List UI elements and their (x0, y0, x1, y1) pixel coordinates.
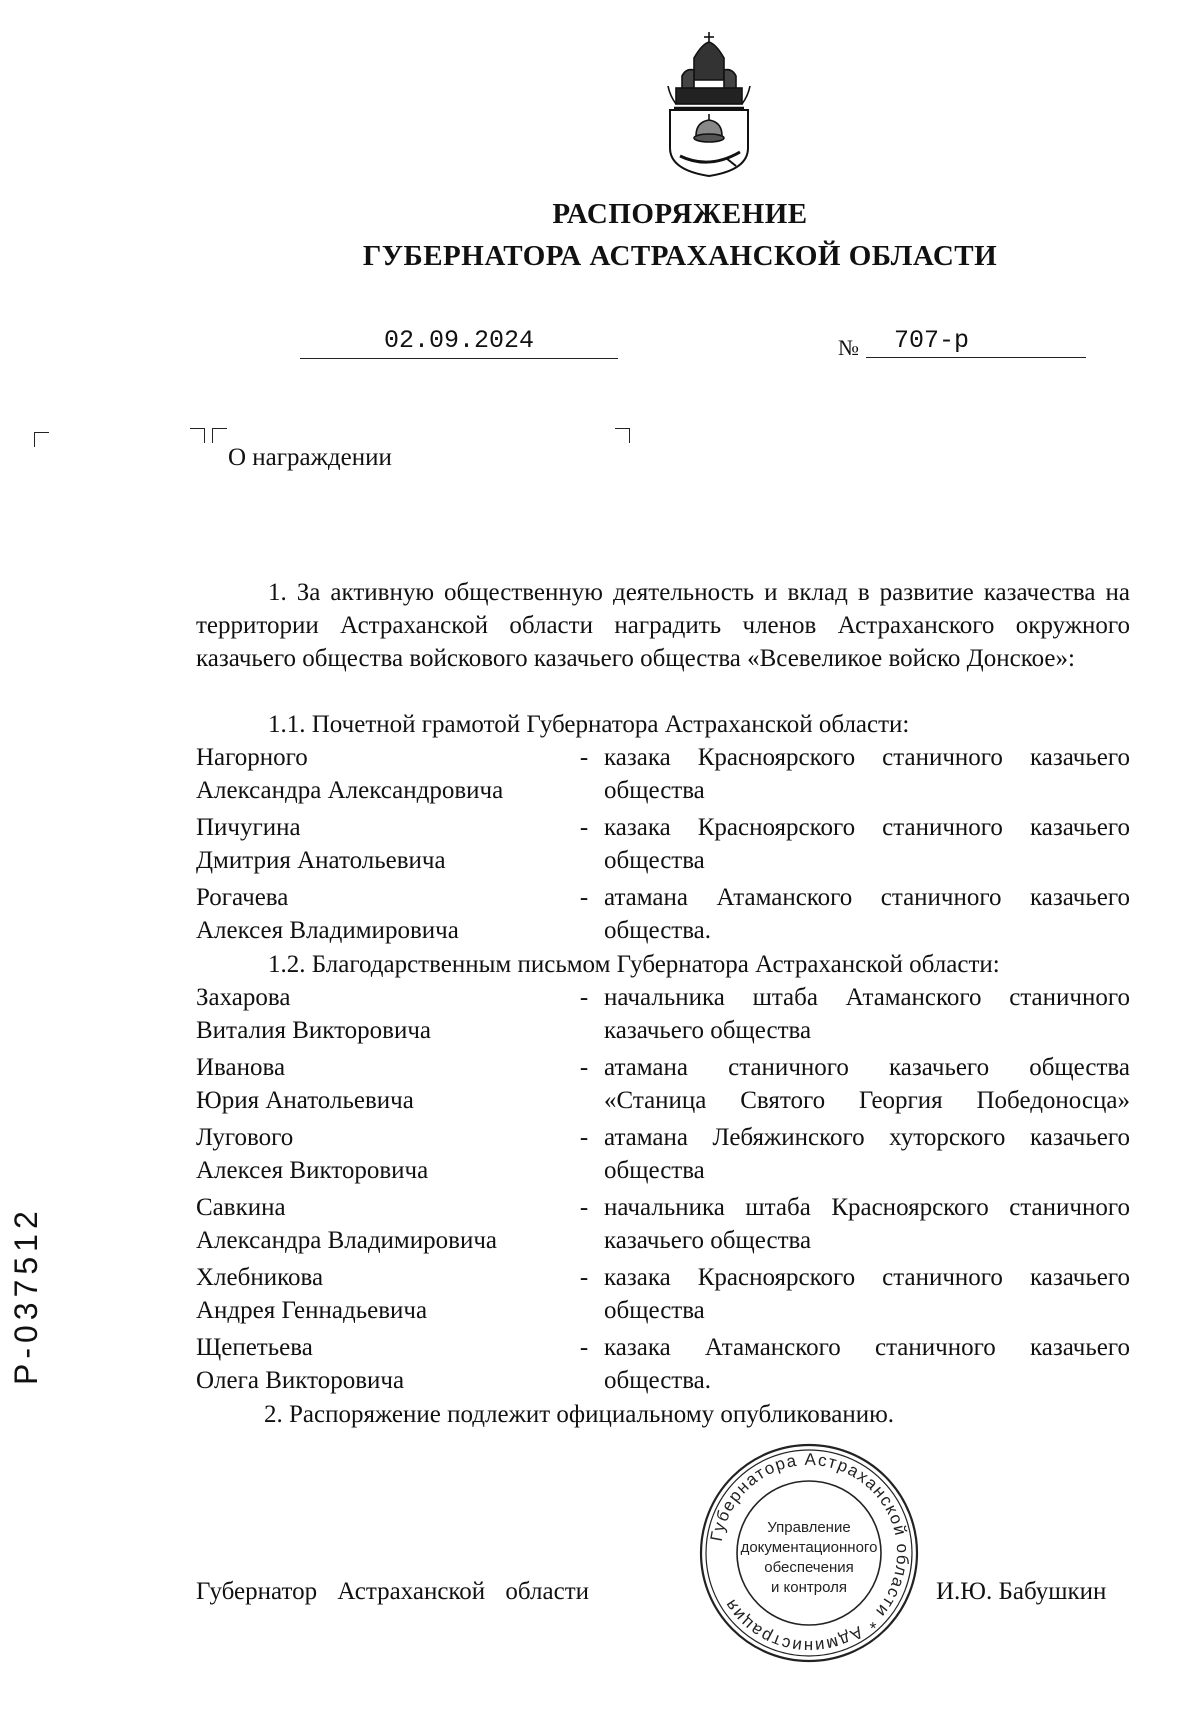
given-names: Алексея Викторовича (196, 1157, 429, 1184)
dash-separator: - (579, 984, 589, 1011)
stamp-inner-line3: обеспечения (764, 1559, 854, 1576)
official-stamp (698, 1442, 920, 1664)
document-title-line1: РАСПОРЯЖЕНИЕ (552, 198, 808, 230)
role-description: казака Красноярского станичного казачьего общества (604, 814, 1130, 874)
document-subject: О награждении (228, 444, 392, 471)
given-names: Алексея Владимировича (196, 917, 459, 944)
document-number: 707-р (866, 326, 1086, 358)
subject-end-corner-mark (615, 428, 630, 443)
role-description: казака Атаманского станичного казачьего общества. (604, 1334, 1130, 1394)
subject-corner-mark-left (212, 428, 227, 443)
subject-corner-mark-right (190, 428, 205, 443)
given-names: Олега Викторовича (196, 1367, 405, 1394)
surname: Иванова (196, 1054, 286, 1081)
dash-separator: - (579, 744, 589, 771)
dash-separator: - (579, 1054, 589, 1081)
given-names: Александра Владимировича (196, 1227, 497, 1254)
surname: Савкина (196, 1194, 286, 1221)
role-description: начальника штаба Атаманского станичного казачьего общества (604, 984, 1130, 1044)
role-description: атамана станичного казачьего общества «Станица Святого Георгия Победоносца» (604, 1054, 1130, 1114)
stamp-inner-line2: документационного (740, 1539, 878, 1556)
role-description: казака Красноярского станичного казачьего общества (604, 1264, 1130, 1324)
signatory-name: И.Ю. Бабушкин (936, 1578, 1107, 1605)
paragraph-2: 2. Распоряжение подлежит официальному опубликованию. (264, 1401, 895, 1428)
signatory-position: Губернатор Астраханской области (196, 1578, 590, 1605)
serial-number: Р-037512 (8, 1206, 44, 1385)
surname: Нагорного (196, 744, 308, 771)
stamp-ring-text: Губернатора Астраханской области * Администрация (706, 1449, 913, 1657)
surname: Лугового (196, 1124, 294, 1151)
role-description: начальника штаба Красноярского станичного казачьего общества (604, 1194, 1130, 1254)
role-description: казака Красноярского станичного казачьего общества (604, 744, 1130, 804)
document-title-line2: ГУБЕРНАТОРА АСТРАХАНСКОЙ ОБЛАСТИ (362, 240, 998, 272)
role-description: атамана Атаманского станичного казачьего общества. (604, 884, 1130, 944)
dash-separator: - (579, 1124, 589, 1151)
dash-separator: - (579, 1334, 589, 1361)
given-names: Виталия Викторовича (196, 1017, 432, 1044)
section-1-1-heading: 1.1. Почетной грамотой Губернатора Астраханской области: (268, 711, 910, 738)
role-description: атамана Лебяжинского хуторского казачьего общества (604, 1124, 1130, 1184)
dash-separator: - (579, 1194, 589, 1221)
stamp-inner-line4: и контроля (770, 1579, 848, 1596)
given-names: Юрия Анатольевича (196, 1087, 414, 1114)
surname: Пичугина (196, 814, 301, 841)
surname: Хлебникова (196, 1264, 324, 1291)
dash-separator: - (579, 814, 589, 841)
dash-separator: - (579, 884, 589, 911)
number-sign: № (838, 335, 859, 360)
surname: Захарова (196, 984, 291, 1011)
surname: Щепетьева (196, 1334, 313, 1361)
surname: Рогачева (196, 884, 289, 911)
given-names: Андрея Геннадьевича (196, 1297, 428, 1324)
section-1-2-heading: 1.2. Благодарственным письмом Губернатора Астраханской области: (268, 951, 1000, 978)
given-names: Дмитрия Анатольевича (196, 847, 446, 874)
document-date: 02.09.2024 (300, 326, 618, 359)
paragraph-1: 1. За активную общественную деятельность и вклад в развитие казачества на территории Астраханской области наградить членов Астраханского окружного казачьего общества войскового казачьего общества «Всевеликое войско Донское»: (196, 579, 1130, 672)
left-margin-corner-mark (34, 432, 49, 447)
stamp-inner-line1: Управление (767, 1519, 851, 1536)
dash-separator: - (579, 1264, 589, 1291)
coat-of-arms-emblem (664, 30, 754, 178)
given-names: Александра Александровича (196, 777, 504, 804)
